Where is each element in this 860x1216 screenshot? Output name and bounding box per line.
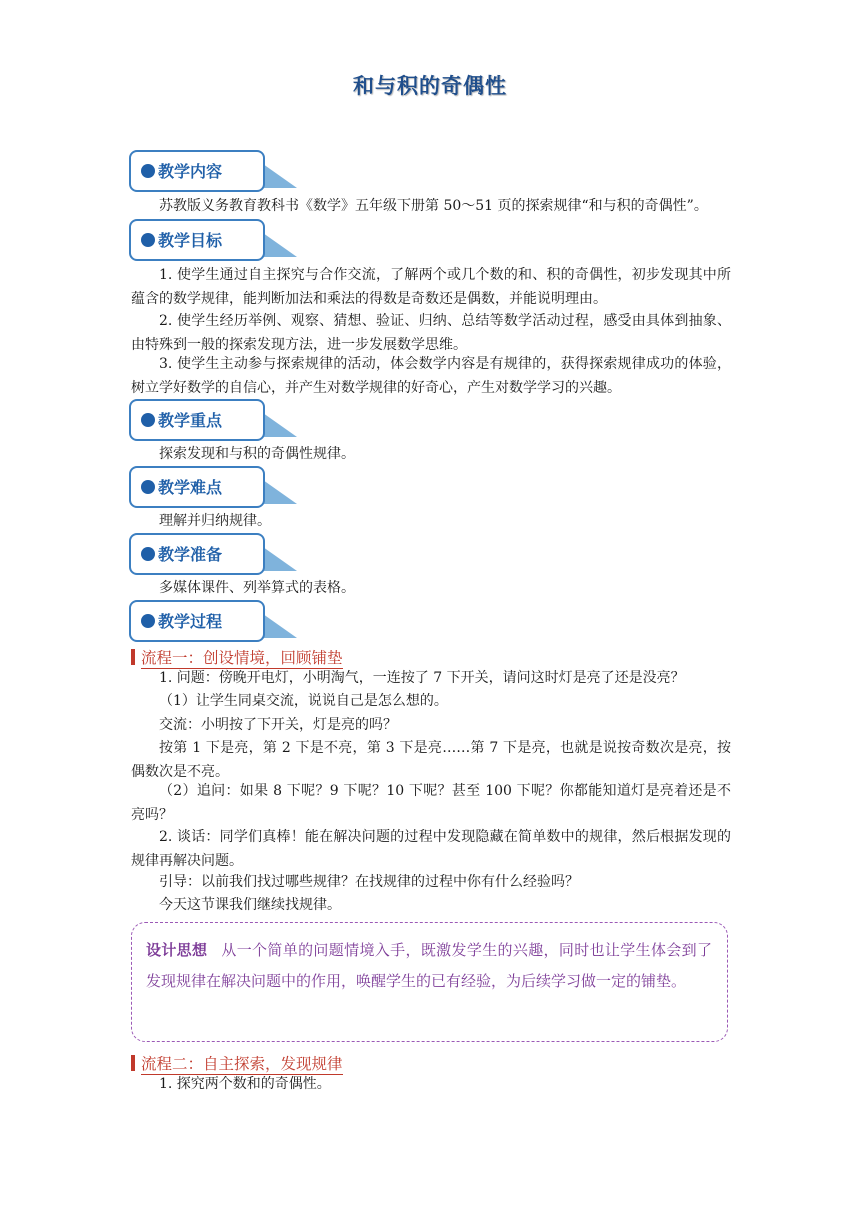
bullet-dot-icon	[141, 614, 155, 628]
prep-text: 多媒体课件、列举算式的表格。	[159, 580, 355, 596]
section-header-goals	[129, 219, 299, 263]
content-text: 苏教版义务教育教科书《数学》五年级下册第 50～51 页的探索规律“和与积的奇偶性”。	[159, 198, 708, 214]
flow1-para: 今天这节课我们继续找规律。	[159, 897, 341, 913]
flow1-para: 2. 谈话：同学们真棒！能在解决问题的过程中发现隐藏在简单数中的规律，然后根据发现的规律再解决问题。	[131, 829, 731, 869]
difficult-text: 理解并归纳规律。	[159, 513, 271, 529]
section-title: 教学目标	[158, 231, 223, 250]
section-title: 教学内容	[158, 162, 223, 181]
section-header-content	[129, 150, 299, 194]
flow1-para: （1）让学生同桌交流，说说自己是怎么想的。	[159, 693, 448, 709]
flow2-para: 1. 探究两个数和的奇偶性。	[159, 1076, 331, 1092]
page-title: 和与积的奇偶性	[353, 74, 507, 98]
section-header-key	[129, 399, 299, 443]
bullet-dot-icon	[141, 164, 155, 178]
flow-marker-icon	[131, 1055, 135, 1071]
bullet-dot-icon	[141, 547, 155, 561]
bullet-dot-icon	[141, 233, 155, 247]
design-label: 设计思想	[146, 941, 208, 959]
design-text: 从一个简单的问题情境入手，既激发学生的兴趣，同时也让学生体会到了发现规律在解决问题中的作用，唤醒学生的已有经验，为后续学习做一定的铺垫。	[146, 941, 712, 990]
section-title: 教学过程	[158, 612, 223, 631]
key-text: 探索发现和与积的奇偶性规律。	[159, 446, 355, 462]
flow-one-heading: 流程一：创设情境，回顾铺垫	[131, 646, 343, 668]
section-title: 教学准备	[158, 545, 223, 564]
goal-1: 1. 使学生通过自主探究与合作交流，了解两个或几个数的和、积的奇偶性，初步发现其中所蕴含的数学规律，能判断加法和乘法的得数是奇数还是偶数，并能说明理由。	[131, 267, 731, 307]
section-title: 教学重点	[158, 411, 223, 430]
flow1-para: 交流：小明按了下开关，灯是亮的吗？	[159, 717, 397, 733]
flow1-para: 1. 问题：傍晚开电灯，小明淘气，一连按了 7 下开关，请问这时灯是亮了还是没亮？	[159, 670, 685, 686]
goal-3: 3. 使学生主动参与探索规律的活动，体会数学内容是有规律的，获得探索规律成功的体验，树立学好数学的自信心，并产生对数学规律的好奇心，产生对数学学习的兴趣。	[131, 356, 731, 396]
flow-two-heading: 流程二：自主探索，发现规律	[131, 1052, 343, 1074]
bullet-dot-icon	[141, 413, 155, 427]
flow1-para: 按第 1 下是亮，第 2 下是不亮，第 3 下是亮……第 7 下是亮，也就是说按奇数次是亮，按偶数次是不亮。	[131, 740, 731, 780]
section-header-difficult	[129, 466, 299, 510]
goal-2: 2. 使学生经历举例、观察、猜想、验证、归纳、总结等数学活动过程，感受由具体到抽象、由特殊到一般的探索发现方法，进一步发展数学思维。	[131, 313, 731, 353]
design-thinking-box	[131, 922, 728, 1042]
section-header-process	[129, 600, 299, 644]
flow1-para: 引导：以前我们找过哪些规律？在找规律的过程中你有什么经验吗？	[159, 874, 579, 890]
section-header-prep	[129, 533, 299, 577]
flow-marker-icon	[131, 649, 135, 665]
flow1-para: （2）追问：如果 8 下呢？9 下呢？10 下呢？甚至 100 下呢？你都能知道灯是亮着还是不亮吗？	[131, 783, 731, 823]
section-title: 教学难点	[158, 478, 223, 497]
bullet-dot-icon	[141, 480, 155, 494]
